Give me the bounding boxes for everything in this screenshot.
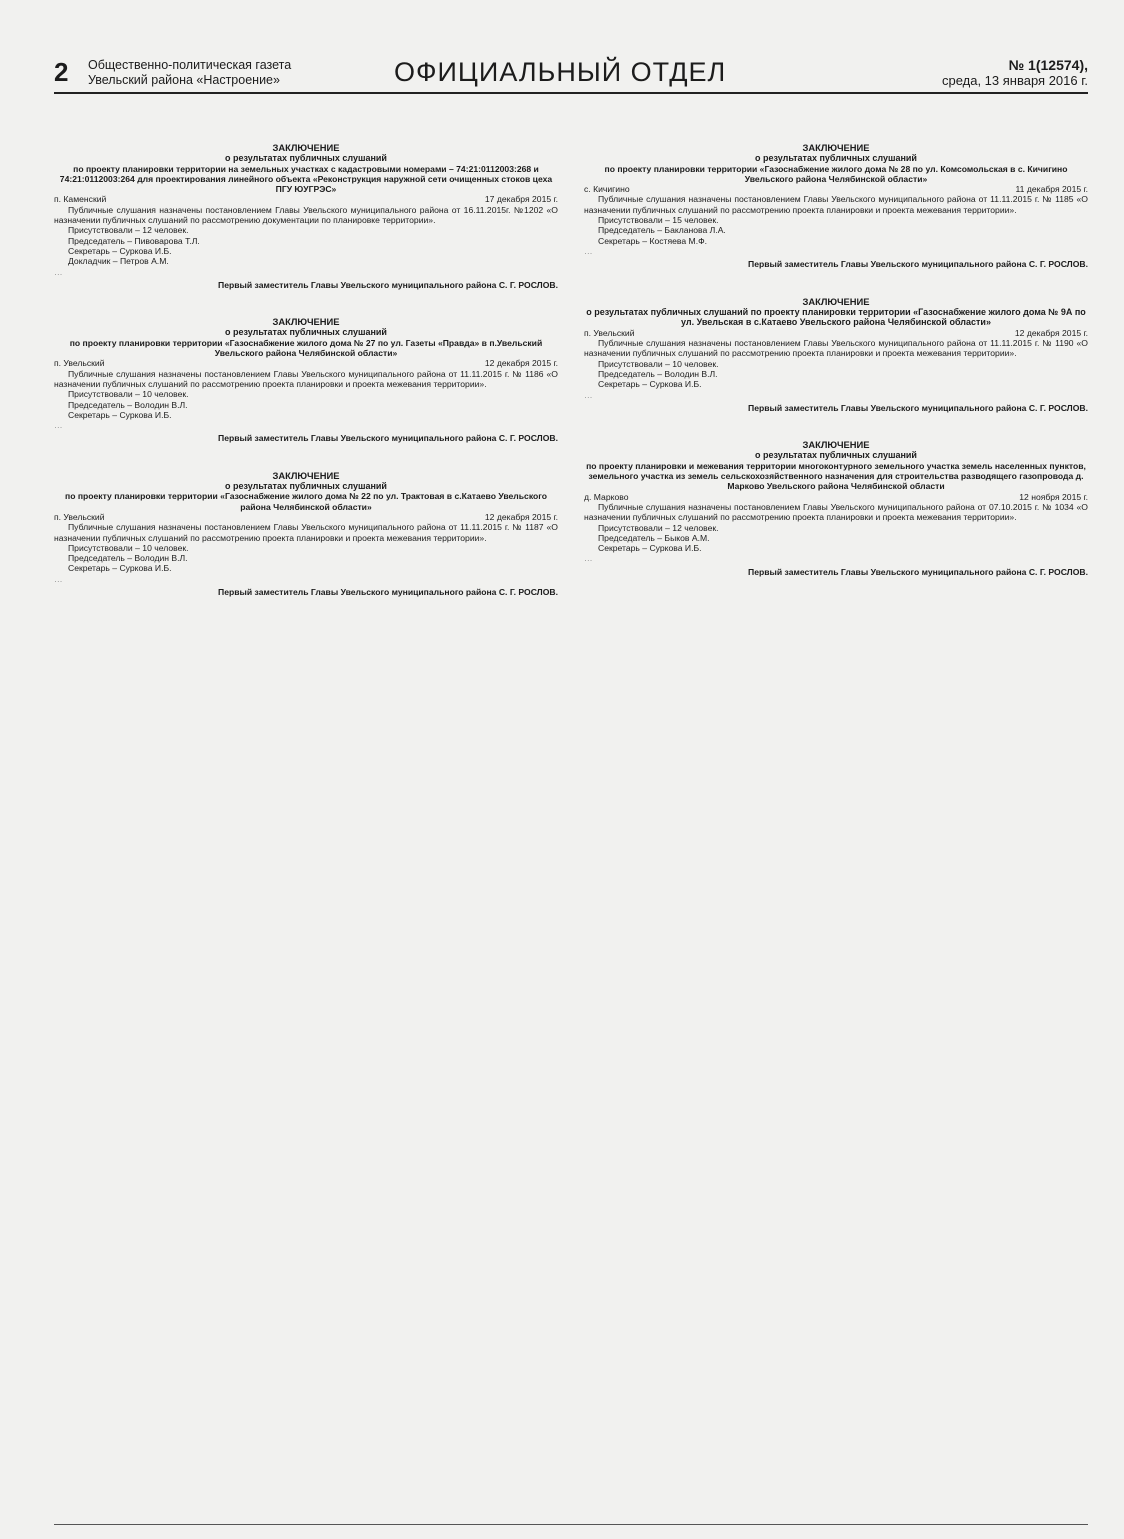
notice-line: Председатель – Володин В.Л. xyxy=(68,553,188,564)
notice-place: д. Марково xyxy=(584,491,629,502)
notice xyxy=(584,439,1088,577)
notice-body xyxy=(54,522,558,584)
notice-subheading: о результатах публичных слушаний xyxy=(225,153,387,163)
issue-date: среда, 13 января 2016 г. xyxy=(941,73,1088,88)
notice-line: Присутствовали – 10 человек. xyxy=(68,542,189,553)
notice-subject: по проекту планировки территории «Газоснабжение жилого дома № 28 по ул. Комсомольская в с. Кичигино Увельского района Челябинской области» xyxy=(604,163,1068,184)
notice-subject: по проекту планировки территории «Газоснабжение жилого дома № 22 по ул. Трактовая в с.Катаево Увельского района Челябинской области» xyxy=(65,491,547,512)
notice-place: п. Увельский xyxy=(54,511,105,522)
notice-date: 17 декабря 2015 г. xyxy=(484,194,558,205)
notice-place-date xyxy=(584,328,1088,338)
notice-line: Секретарь – Суркова И.Б. xyxy=(598,379,702,390)
notice-place-date xyxy=(584,492,1088,502)
paper-name-line1: Общественно-политическая газета xyxy=(88,58,292,72)
issue-number: № 1(12574), xyxy=(1008,57,1088,73)
notice-line: Присутствовали – 10 человек. xyxy=(68,389,189,400)
notice xyxy=(54,142,558,290)
notice-signature: Первый заместитель Главы Увельского муниципального района С. Г. РОСЛОВ. xyxy=(748,259,1088,270)
notice-place: п. Увельский xyxy=(54,358,105,369)
notice xyxy=(584,296,1088,414)
notice xyxy=(584,142,1088,270)
notice-body xyxy=(54,205,558,277)
notice-body xyxy=(584,194,1088,256)
paper-name-line2: Увельский района «Настроение» xyxy=(88,73,280,87)
notice-body xyxy=(584,338,1088,400)
right-column xyxy=(584,142,1088,623)
notice-signature: Первый заместитель Главы Увельского муниципального района С. Г. РОСЛОВ. xyxy=(748,402,1088,413)
notice-line: Публичные слушания назначены постановлением Главы Увельского муниципального района от 07.10.2015 г. № 1034 «О назначении публичных слушаний по рассмотрению проекта планировки и проекта межевания территории». xyxy=(584,501,1088,523)
notice-line: … xyxy=(584,553,595,564)
notice-line: Присутствовали – 15 человек. xyxy=(598,215,719,226)
notice-line: Публичные слушания назначены постановлением Главы Увельского муниципального района от 11.11.2015 г. № 1186 «О назначении публичных слушаний по рассмотрению проекта планировки и проекта межевания территории». xyxy=(54,368,558,389)
notice-heading: ЗАКЛЮЧЕНИЕ xyxy=(272,142,340,153)
notice-line: Секретарь – Костяева М.Ф. xyxy=(598,235,708,246)
issue-info xyxy=(878,57,1088,88)
masthead xyxy=(54,40,1088,94)
notice-date: 11 декабря 2015 г. xyxy=(1015,184,1088,195)
notice-heading: ЗАКЛЮЧЕНИЕ xyxy=(802,439,870,451)
notice-signature: Первый заместитель Главы Увельского муниципального района С. Г. РОСЛОВ. xyxy=(218,279,558,290)
notice-line: Секретарь – Суркова И.Б. xyxy=(598,543,702,554)
notice-line: Присутствовали – 12 человек. xyxy=(598,522,719,533)
notice-subheading: о результатах публичных слушаний xyxy=(755,153,917,163)
notice-line: … xyxy=(54,266,65,277)
notice-subject: по проекту планировки территории на земельных участках с кадастровыми номерами – 74:21:0112003:268 и 74:21:0112003:264 для проектирования линейного объекта «Реконструкция наружной сети очищенных стоков цеха ПГУ ЮУГРЭС» xyxy=(59,163,553,195)
notice-subject: по проекту планировки и межевания территории многоконтурного земельного участка земель населенных пунктов, земельного участка из земель сельскохозяйственного назначения для строительства разводящего газопровода д. Марково Увельского района Челябинской области xyxy=(586,460,1086,492)
section-title: ОФИЦИАЛЬНЫЙ ОТДЕЛ xyxy=(394,57,727,87)
notice-line: Председатель – Быков А.М. xyxy=(598,532,710,543)
footer-rule xyxy=(54,1524,1088,1525)
notice-signature: Первый заместитель Главы Увельского муниципального района С. Г. РОСЛОВ. xyxy=(218,433,558,444)
notice-place-date xyxy=(584,184,1088,194)
notice-line: Публичные слушания назначены постановлением Главы Увельского муниципального района от 11.11.2015 г. № 1185 «О назначении публичных слушаний по рассмотрению проекта планировки и проекта межевания территории». xyxy=(584,194,1088,215)
notice-line: Публичные слушания назначены постановлением Главы Увельского муниципального района от 11.11.2015 г. № 1190 «О назначении публичных слушаний по рассмотрению проекта планировки и проекта межевания территории». xyxy=(584,338,1088,359)
notice-line: … xyxy=(54,573,65,584)
notice-line: Публичные слушания назначены постановлением Главы Увельского муниципального района от 16.11.2015г. №1202 «О назначении публичных слушаний по рассмотрению документации по планировке территории». xyxy=(54,204,558,226)
notice-line: … xyxy=(584,389,595,400)
notice xyxy=(54,316,558,444)
notice-line: Докладчик – Петров А.М. xyxy=(68,256,169,267)
notice-place: п. Увельский xyxy=(584,327,635,338)
notice-heading: ЗАКЛЮЧЕНИЕ xyxy=(802,295,870,307)
notice-line: Председатель – Бакланова Л.А. xyxy=(598,225,726,236)
notice-date: 12 ноября 2015 г. xyxy=(1019,491,1088,502)
notice-place-date xyxy=(54,358,558,368)
notice-line: Секретарь – Суркова И.Б. xyxy=(68,409,172,420)
notice-place-date xyxy=(54,194,558,204)
notice-signature: Первый заместитель Главы Увельского муниципального района С. Г. РОСЛОВ. xyxy=(218,586,558,597)
notice-line: Присутствовали – 12 человек. xyxy=(68,225,189,236)
notice-heading: ЗАКЛЮЧЕНИЕ xyxy=(272,469,340,481)
notice-subheading: о результатах публичных слушаний xyxy=(225,327,387,338)
notice-line: Присутствовали – 10 человек. xyxy=(598,358,719,369)
notice-heading: ЗАКЛЮЧЕНИЕ xyxy=(802,142,870,153)
notice-body xyxy=(584,502,1088,564)
notice-body xyxy=(54,369,558,431)
notice-columns xyxy=(54,142,1088,623)
notice-line: … xyxy=(584,245,595,256)
page-number: 2 xyxy=(54,57,69,87)
notice-line: Председатель – Пивоварова Т.Л. xyxy=(68,235,200,246)
notice-date: 12 декабря 2015 г. xyxy=(484,358,558,369)
notice-place: с. Кичигино xyxy=(584,184,630,195)
notice-date: 12 декабря 2015 г. xyxy=(1014,327,1088,338)
notice-line: Публичные слушания назначены постановлением Главы Увельского муниципального района от 11.11.2015 г. № 1187 «О назначении публичных слушаний по рассмотрению проекта планировки и проекта межевания территории». xyxy=(54,522,558,543)
notice-line: Секретарь – Суркова И.Б. xyxy=(68,245,172,256)
notice-date: 12 декабря 2015 г. xyxy=(484,511,558,522)
notice-line: Председатель – Володин В.Л. xyxy=(68,399,188,410)
notice-subject: по проекту планировки территории «Газоснабжение жилого дома № 27 по ул. Газеты «Правда» в п.Увельский Увельского района Челябинской области» xyxy=(69,337,543,359)
notice-subheading: о результатах публичных слушаний по проекту планировки территории «Газоснабжение жилого дома № 9А по ул. Увельская в с.Катаево Увельского района Челябинской области» xyxy=(586,306,1086,328)
paper-name xyxy=(88,58,388,88)
notice-subheading: о результатах публичных слушаний xyxy=(225,480,387,491)
notice-line: … xyxy=(54,420,65,431)
notice-signature: Первый заместитель Главы Увельского муниципального района С. Г. РОСЛОВ. xyxy=(748,566,1088,577)
notice-subheading: о результатах публичных слушаний xyxy=(755,450,917,461)
notice xyxy=(54,470,558,598)
left-column xyxy=(54,142,558,623)
notice-line: Председатель – Володин В.Л. xyxy=(598,368,718,379)
notice-place: п. Каменский xyxy=(54,194,107,205)
notice-heading: ЗАКЛЮЧЕНИЕ xyxy=(272,316,340,328)
notice-line: Секретарь – Суркова И.Б. xyxy=(68,563,172,574)
notice-place-date xyxy=(54,512,558,522)
